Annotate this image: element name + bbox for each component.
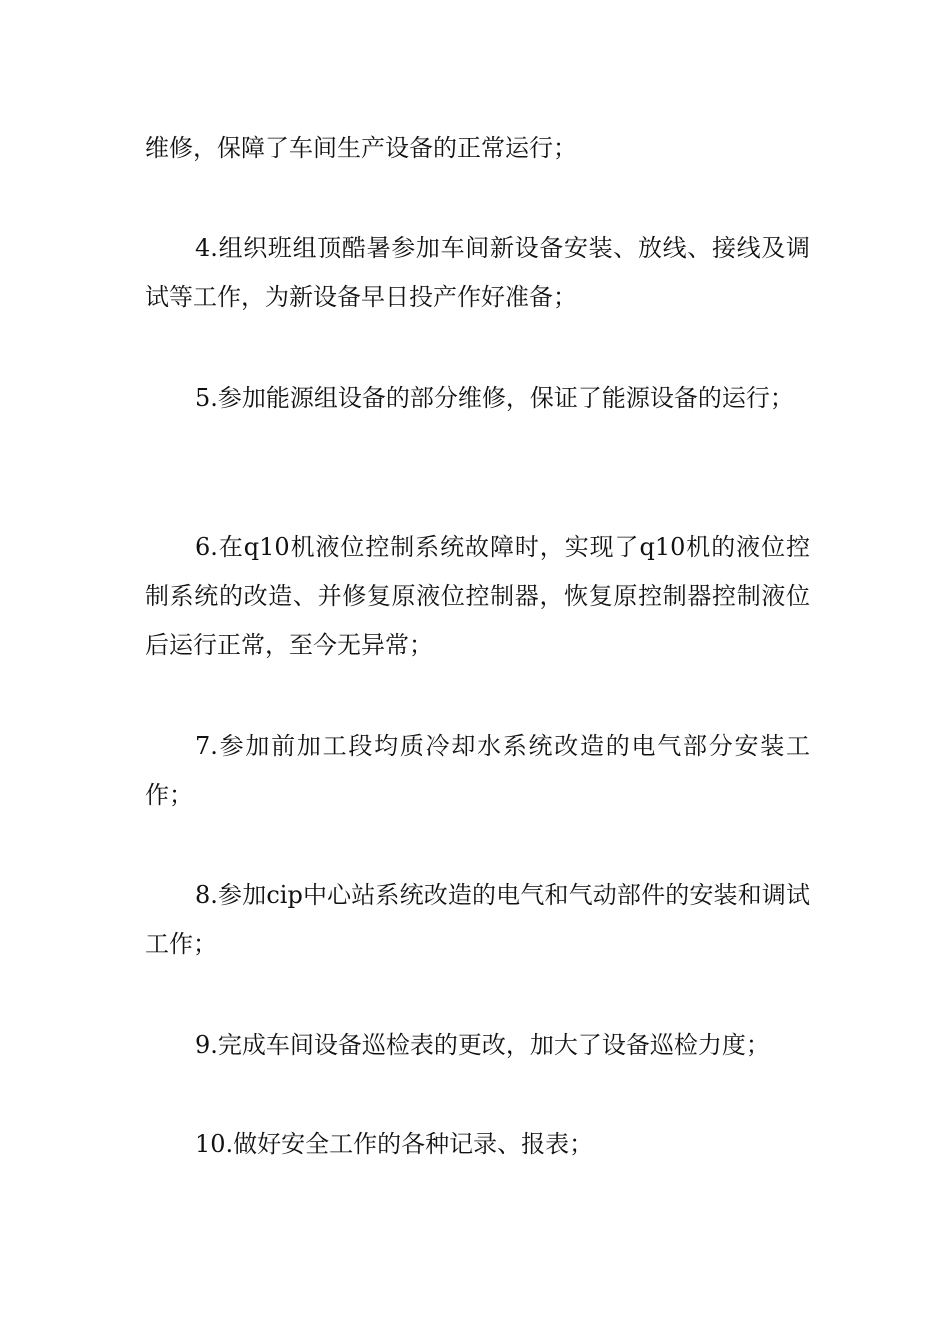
paragraph-continuation: 维修，保障了车间生产设备的正常运行；: [145, 134, 577, 162]
paragraph-item-5: 5.参加能源组设备的部分维修，保证了能源设备的运行；: [195, 384, 794, 412]
paragraph-item-9: 9.完成车间设备巡检表的更改，加大了设备巡检力度；: [195, 1031, 770, 1059]
paragraph-item-7: 7.参加前加工段均质冷却水系统改造的电气部分安装工作；: [145, 732, 810, 809]
paragraph-item-10: 10.做好安全工作的各种记录、报表；: [195, 1130, 594, 1158]
paragraph-item-8: 8.参加cip中心站系统改造的电气和气动部件的安装和调试工作；: [145, 881, 810, 958]
paragraph-item-6: 6.在q10机液位控制系统故障时，实现了q10机的液位控制系统的改造、并修复原液位控制器，恢复原控制器控制液位后运行正常，至今无异常；: [145, 533, 810, 659]
paragraph-item-4: 4.组织班组顶酷暑参加车间新设备安装、放线、接线及调试等工作，为新设备早日投产作好准备；: [145, 234, 810, 311]
